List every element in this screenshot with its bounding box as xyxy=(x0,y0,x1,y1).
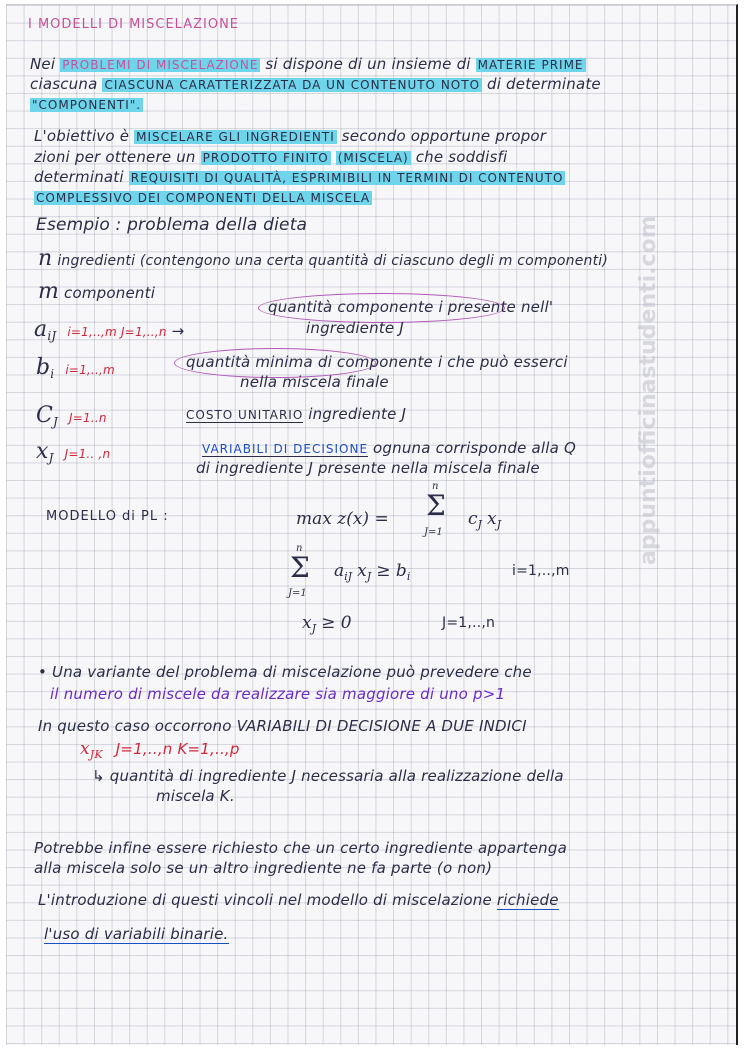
c1-rhs-sub: i xyxy=(406,570,411,584)
b-symbol: b xyxy=(36,355,51,380)
a-line xyxy=(34,317,184,343)
xjk-index: J=1,..,n K=1,..,p xyxy=(115,740,240,758)
obj-term xyxy=(468,509,501,531)
a-text-2: ingrediente J xyxy=(306,319,404,337)
xjk-subscript: JK xyxy=(89,748,103,761)
c-symbol: C xyxy=(36,403,54,428)
obj-x-sub: J xyxy=(496,518,502,532)
highlight-prodotto-finito: PRODOTTO FINITO xyxy=(202,151,329,165)
c2-range: J=1,..,n xyxy=(442,615,496,631)
a-symbol: a xyxy=(34,317,48,342)
variant-line-1 xyxy=(38,663,532,681)
c-text xyxy=(186,405,406,423)
variant-line-3: In questo caso occorrono VARIABILI DI DECISIONE A DUE INDICI xyxy=(38,717,527,735)
ending-line-1: Potrebbe infine essere richiesto che un certo ingrediente appartenga xyxy=(34,839,567,857)
intro-text: di determinate xyxy=(486,75,601,93)
b-text-line-2: nella miscela finale xyxy=(240,373,389,391)
x-subscript: J xyxy=(48,451,54,465)
obj-sum-lower: J=1 xyxy=(424,527,443,538)
c-index: J=1..n xyxy=(69,411,107,425)
ending-text: L'introduzione di questi vincoli nel modello di miscelazione xyxy=(38,891,492,909)
ending-line-4: l'uso di variabili binarie. xyxy=(44,925,229,943)
intro-line-1 xyxy=(30,55,586,73)
c-line xyxy=(36,403,107,429)
b-index: i=1,..,m xyxy=(65,363,115,377)
highlight-miscela: (MISCELA) xyxy=(337,151,409,165)
variant-text: Una variante del problema di miscelazione può prevedere che xyxy=(52,663,532,681)
objective-text: che soddisfi xyxy=(415,148,508,166)
model-label: MODELLO di PL : xyxy=(46,509,169,524)
example-title: Esempio : problema della dieta xyxy=(36,215,308,235)
c1-rhs: ≥ b xyxy=(376,561,407,581)
c-costo-unitario: COSTO UNITARIO xyxy=(186,408,304,422)
x-index: J=1.. ,n xyxy=(64,447,111,461)
m-text: componenti xyxy=(64,284,156,302)
m-line xyxy=(38,279,155,304)
c2-rhs: ≥ 0 xyxy=(321,613,352,633)
x-text-line-1 xyxy=(202,439,576,457)
bullet-icon: • xyxy=(38,663,48,681)
b-line xyxy=(36,355,115,381)
obj-sum-sigma: Σ xyxy=(426,489,446,522)
constraint-1 xyxy=(334,561,410,583)
intro-line-2 xyxy=(30,75,601,93)
c1-sum-sigma: Σ xyxy=(290,551,310,584)
highlight-contenuto-noto: CIASCUNA CARATTERIZZATA DA UN CONTENUTO NOTO xyxy=(104,78,481,92)
m-symbol: m xyxy=(38,279,60,304)
highlight-problemi: PROBLEMI DI MISCELAZIONE xyxy=(62,58,259,72)
intro-text: Nei xyxy=(30,55,56,73)
c1-range: i=1,..,m xyxy=(512,563,570,579)
c1-sum-upper: n xyxy=(296,543,303,554)
b-subscript: i xyxy=(50,367,55,381)
x-text-line-2: di ingrediente J presente nella miscela finale xyxy=(196,459,540,477)
c1-a: a xyxy=(334,561,345,581)
variant-line-2 xyxy=(50,685,505,703)
watermark: appuntiofficinastudenti.com xyxy=(636,215,661,565)
variant-highlight: da realizzare sia maggiore di uno p>1 xyxy=(210,685,506,703)
objective-text: secondo opportune propor xyxy=(341,127,547,145)
b-text-highlight: quantità minima xyxy=(186,353,313,371)
highlight-componenti: "COMPONENTI". xyxy=(32,98,142,112)
xjk-symbol: x xyxy=(80,739,90,759)
page-title: I MODELLI DI MISCELAZIONE xyxy=(28,17,240,32)
objective-line-4 xyxy=(34,188,372,206)
n-line xyxy=(38,246,608,271)
intro-text: si dispone di un insieme di xyxy=(265,55,471,73)
highlight-requisiti: REQUISITI DI QUALITÀ, ESPRIMIBILI IN TERMINI DI CONTENUTO xyxy=(130,171,564,185)
ending-line-2: alla miscela solo se un altro ingrediente ne fa parte (o non) xyxy=(34,859,493,877)
intro-text: ciascuna xyxy=(30,75,98,93)
variant-line-4 xyxy=(80,739,240,761)
c-subscript: J xyxy=(53,415,59,429)
variant-line-5: ↳ quantità di ingrediente J necessaria alla realizzazione della xyxy=(92,767,564,785)
objective-text: L'obiettivo è xyxy=(34,127,130,145)
c1-x: x xyxy=(357,561,367,581)
c2-x-sub: J xyxy=(311,622,317,636)
objective-text: determinati xyxy=(34,168,124,186)
objective-function-lhs: max z(x) = xyxy=(296,509,389,529)
ending-richiede: richiede xyxy=(496,891,559,909)
objective-line-1 xyxy=(34,127,546,145)
objective-text: zioni per ottenere un xyxy=(34,148,196,166)
obj-c: c xyxy=(468,509,478,529)
b-text: di componente i che può esserci xyxy=(317,353,568,371)
c1-x-sub: J xyxy=(366,570,372,584)
n-symbol: n xyxy=(38,246,53,271)
x-text: ognuna corrisponde alla Q xyxy=(373,439,576,457)
highlight-materie-prime: MATERIE PRIME xyxy=(477,58,584,72)
highlight-complessivo: COMPLESSIVO DEI COMPONENTI DELLA MISCELA xyxy=(36,191,371,205)
constraint-2 xyxy=(302,613,352,635)
a-subscript: iJ xyxy=(47,329,57,343)
a-index: i=1,..,m J=1,..,n xyxy=(67,325,167,339)
x-symbol: x xyxy=(36,439,49,464)
variant-highlight: il numero di miscele xyxy=(50,685,206,703)
a-text-1: quantità componente i presente nell' xyxy=(268,298,554,316)
n-text: ingredienti (contengono una certa quantità di ciascuno degli m componenti) xyxy=(57,253,609,269)
ending-line-3 xyxy=(38,891,559,909)
c-ingrediente: ingrediente J xyxy=(308,405,407,423)
x-variabili-decisione: VARIABILI DI DECISIONE xyxy=(202,442,369,456)
objective-line-3 xyxy=(34,168,565,186)
b-text-line-1 xyxy=(186,353,568,371)
c1-sum-lower: J=1 xyxy=(288,588,307,599)
objective-line-2 xyxy=(34,148,507,166)
obj-sum-upper: n xyxy=(432,481,439,492)
obj-x: x xyxy=(487,509,497,529)
arrow-icon: → xyxy=(171,322,185,340)
c2-x: x xyxy=(302,613,312,633)
obj-c-sub: J xyxy=(477,518,482,532)
c1-a-sub: iJ xyxy=(344,570,353,584)
intro-line-3 xyxy=(30,95,143,113)
x-line xyxy=(36,439,110,465)
highlight-miscelare: MISCELARE GLI INGREDIENTI xyxy=(136,130,335,144)
notebook-page xyxy=(6,4,738,1045)
variant-line-6: miscela K. xyxy=(156,787,235,805)
